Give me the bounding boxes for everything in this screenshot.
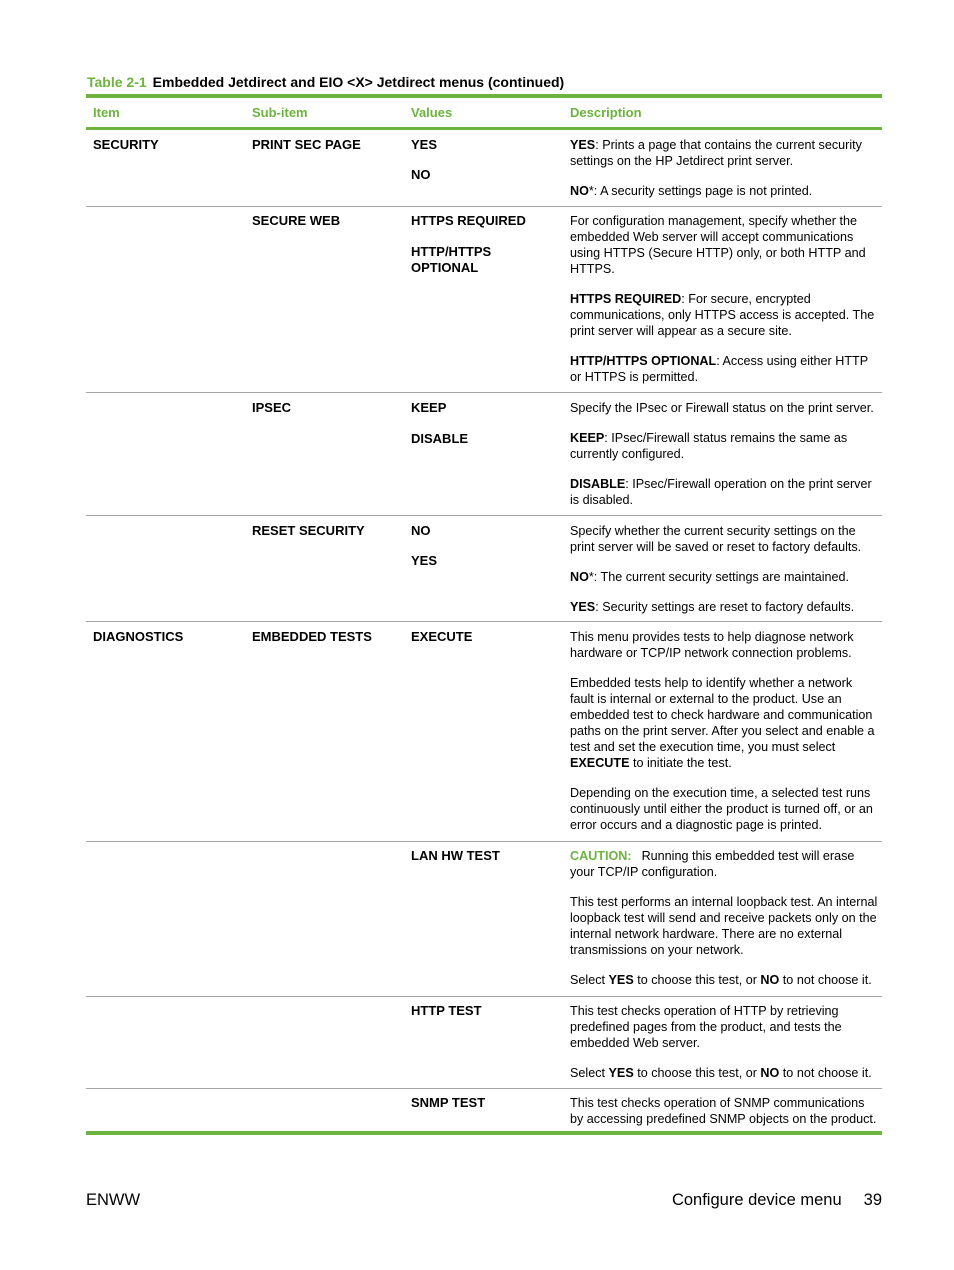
description-cell: This test checks operation of HTTP by retrieving predefined pages from the product, and tests the embedded Web server. Select YES to choose this test, or NO to not choose it.	[570, 1004, 872, 1080]
description-cell: This menu provides tests to help diagnose network hardware or TCP/IP network connection problems. Embedded tests help to identify whether a network fault is internal or external to the product. Use an embedded test to check hardware and communication paths on the print server. After you select and enable a test and set the execution time, you must select EXECUTE to initiate the test. Depending on the execution time, a selected test runs continuously until either the product is turned off, or an error occurs and a diagnostic page is printed.	[570, 630, 875, 832]
value-cell: DISABLE	[411, 431, 469, 446]
description-cell: CAUTION: Running this embedded test will erase your TCP/IP configuration. This test performs an internal loopback test. An internal loopback test will send and receive packets only on the internal network hardware. There are no external transmissions on your network. Select YES to choose this test, or NO to not choose it.	[570, 849, 878, 987]
value-cell: YES	[411, 137, 438, 152]
header-rule	[86, 127, 882, 130]
footer-right	[672, 1191, 882, 1210]
value-cell: HTTP TEST	[411, 1003, 482, 1018]
value-cell: NO	[411, 167, 431, 182]
subitem-cell: SECURE WEB	[252, 213, 341, 228]
description-cell: Specify the IPsec or Firewall status on the print server. KEEP: IPsec/Firewall status remains the same as currently configured. DISABLE: IPsec/Firewall operation on the print server is disabled.	[570, 401, 874, 507]
row-divider	[86, 1088, 882, 1089]
item-cell: DIAGNOSTICS	[93, 629, 184, 644]
value-cell: HTTPS REQUIRED	[411, 213, 526, 228]
row-divider	[86, 996, 882, 997]
subitem-cell: IPSEC	[252, 400, 292, 415]
header-description: Description	[570, 105, 642, 120]
table-title: Embedded Jetdirect and EIO <X> Jetdirect menus (continued)	[152, 74, 565, 90]
row-divider	[86, 515, 882, 516]
row-divider	[86, 392, 882, 393]
table-number: Table 2-1	[87, 74, 147, 90]
table-caption	[87, 74, 564, 90]
row-divider	[86, 621, 882, 622]
value-cell: KEEP	[411, 400, 447, 415]
value-cell: SNMP TEST	[411, 1095, 486, 1110]
description-cell: Specify whether the current security settings on the print server will be saved or reset to factory defaults. NO*: The current security settings are maintained. YES: Security settings are reset to factory defaults.	[570, 524, 862, 614]
subitem-cell: EMBEDDED TESTS	[252, 629, 372, 644]
value-cell: NO	[411, 523, 431, 538]
row-divider	[86, 841, 882, 842]
footer-section-title: Configure device menu	[671, 1191, 842, 1209]
caution-label: CAUTION:	[570, 849, 632, 863]
value-cell: EXECUTE	[411, 629, 473, 644]
value-cell: YES	[411, 553, 438, 568]
page-number: 39	[863, 1191, 882, 1209]
footer-left-label: ENWW	[86, 1191, 141, 1209]
row-divider	[86, 206, 882, 207]
value-cell: HTTP/HTTPS OPTIONAL	[411, 244, 492, 275]
subitem-cell: PRINT SEC PAGE	[252, 137, 361, 152]
subitem-cell: RESET SECURITY	[252, 523, 365, 538]
header-item: Item	[93, 105, 120, 120]
description-cell: For configuration management, specify whether the embedded Web server will accept communications using HTTPS (Secure HTTP) only, or both HTTP and HTTPS. HTTPS REQUIRED: For secure, encrypted communications, only HTTPS access is accepted. The print server will appear as a secure site. HTTP/HTTPS OPTIONAL: Access using either HTTP or HTTPS is permitted.	[570, 214, 875, 384]
description-cell: This test checks operation of SNMP communications by accessing predefined SNMP objects on the product.	[570, 1096, 877, 1126]
header-subitem: Sub-item	[252, 105, 308, 120]
header-values: Values	[411, 105, 453, 120]
value-cell: LAN HW TEST	[411, 848, 500, 863]
item-cell: SECURITY	[93, 137, 159, 152]
table-top-rule	[86, 94, 882, 98]
description-cell: YES: Prints a page that contains the current security settings on the HP Jetdirect print server. NO*: A security settings page is not printed.	[570, 138, 862, 198]
table-bottom-rule	[86, 1131, 882, 1135]
